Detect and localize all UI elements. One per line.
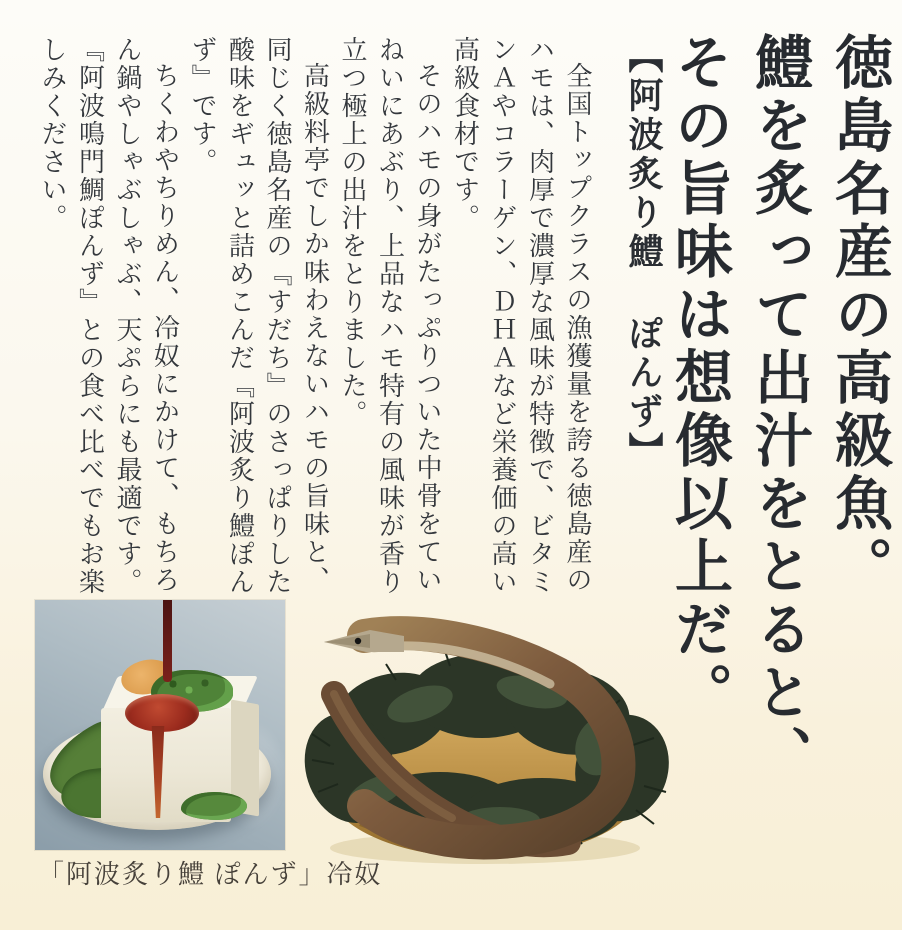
eel-eye xyxy=(355,638,361,644)
body-paragraph-1: 全国トップクラスの漁獲量を誇る徳島産のハモは、肉厚で濃厚な風味が特徴で、ビタミンＡやコラーゲン、ＤＨＡなど栄養価の高い高級食材です。 xyxy=(450,36,592,596)
tofu-photo xyxy=(35,600,285,850)
hamo-photo xyxy=(300,596,670,876)
green-onion-garnish xyxy=(181,792,247,820)
body-paragraph-2: そのハモの身がたっぷりついた中骨をていねいにあぶり、上品なハモ特有の風味が香り立つ極上の出汁をとりました。 xyxy=(338,36,442,596)
ponzu-pour-stream xyxy=(163,600,172,682)
photo-caption: 「阿波炙り鱧 ぽんず」冷奴 xyxy=(38,860,383,889)
body-text xyxy=(34,36,597,602)
headline-line-3: その旨味は想像以上だ。 xyxy=(666,32,731,725)
hamo-illustration xyxy=(300,596,670,876)
body-paragraph-4: ちくわやちりめん、冷奴にかけて、もちろん鍋やしゃぶしゃぶ、天ぷらにも最適です。『阿波鳴門鯛ぽんず』との食べ比べでもお楽しみください。 xyxy=(38,36,180,596)
body-paragraph-3: 高級料亭でしか味わえないハモの旨味と、同じく徳島名産の『すだち』のさっぱりした酸味をギュッと詰めこんだ『阿波炙り鱧ぽんず』です。 xyxy=(188,36,330,596)
product-name-subtitle: 【阿波炙り鱧 ぽんず】 xyxy=(624,38,663,471)
headline-line-2: 鱧を炙って出汁をとると、 xyxy=(746,32,811,788)
headline-line-1: 徳島名産の高級魚。 xyxy=(826,32,891,599)
headline xyxy=(658,32,898,832)
